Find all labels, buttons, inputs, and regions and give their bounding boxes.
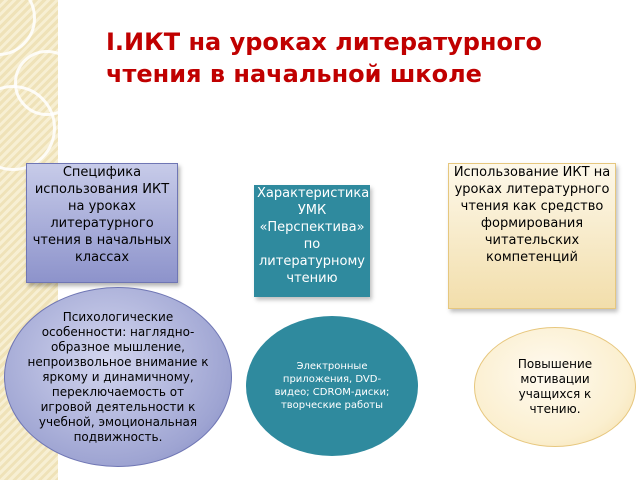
ellipse-reading-motivation-text: Повышение мотивации учащихся к чтению. — [517, 357, 593, 416]
slide-title — [106, 26, 626, 90]
slide-title-line-2: чтения в начальной школе — [106, 60, 482, 88]
decorative-ring — [0, 0, 36, 56]
slide-title-line-1: I.ИКТ на уроках литературного — [106, 28, 543, 56]
ellipse-psychological-features-text: Психологические особенности: наглядно-образное мышление, непроизвольное внимание к яркому и динамичному, переключаемость от игровой деятельности к учебной, эмоциональная подвижность. — [27, 309, 209, 444]
ellipse-electronic-resources-text: Электронные приложения, DVD-видео; CDROM-диски; творческие работы — [274, 361, 390, 411]
box-umk-characteristics — [254, 185, 370, 297]
ellipse-reading-motivation — [474, 327, 636, 447]
ellipse-electronic-resources — [246, 316, 418, 456]
box-reading-competencies-text: Использование ИКТ на уроках литературного чтения как средство формирования читательских компетенций — [453, 165, 611, 265]
box-reading-competencies — [448, 163, 616, 309]
box-umk-characteristics-text: Характеристика УМК «Перспектива» по литературному чтению — [257, 186, 370, 286]
ellipse-psychological-features — [4, 287, 232, 467]
box-ict-specifics-text: Специфика использования ИКТ на уроках литературного чтения в начальных классах — [32, 165, 172, 265]
box-ict-specifics — [26, 163, 178, 283]
